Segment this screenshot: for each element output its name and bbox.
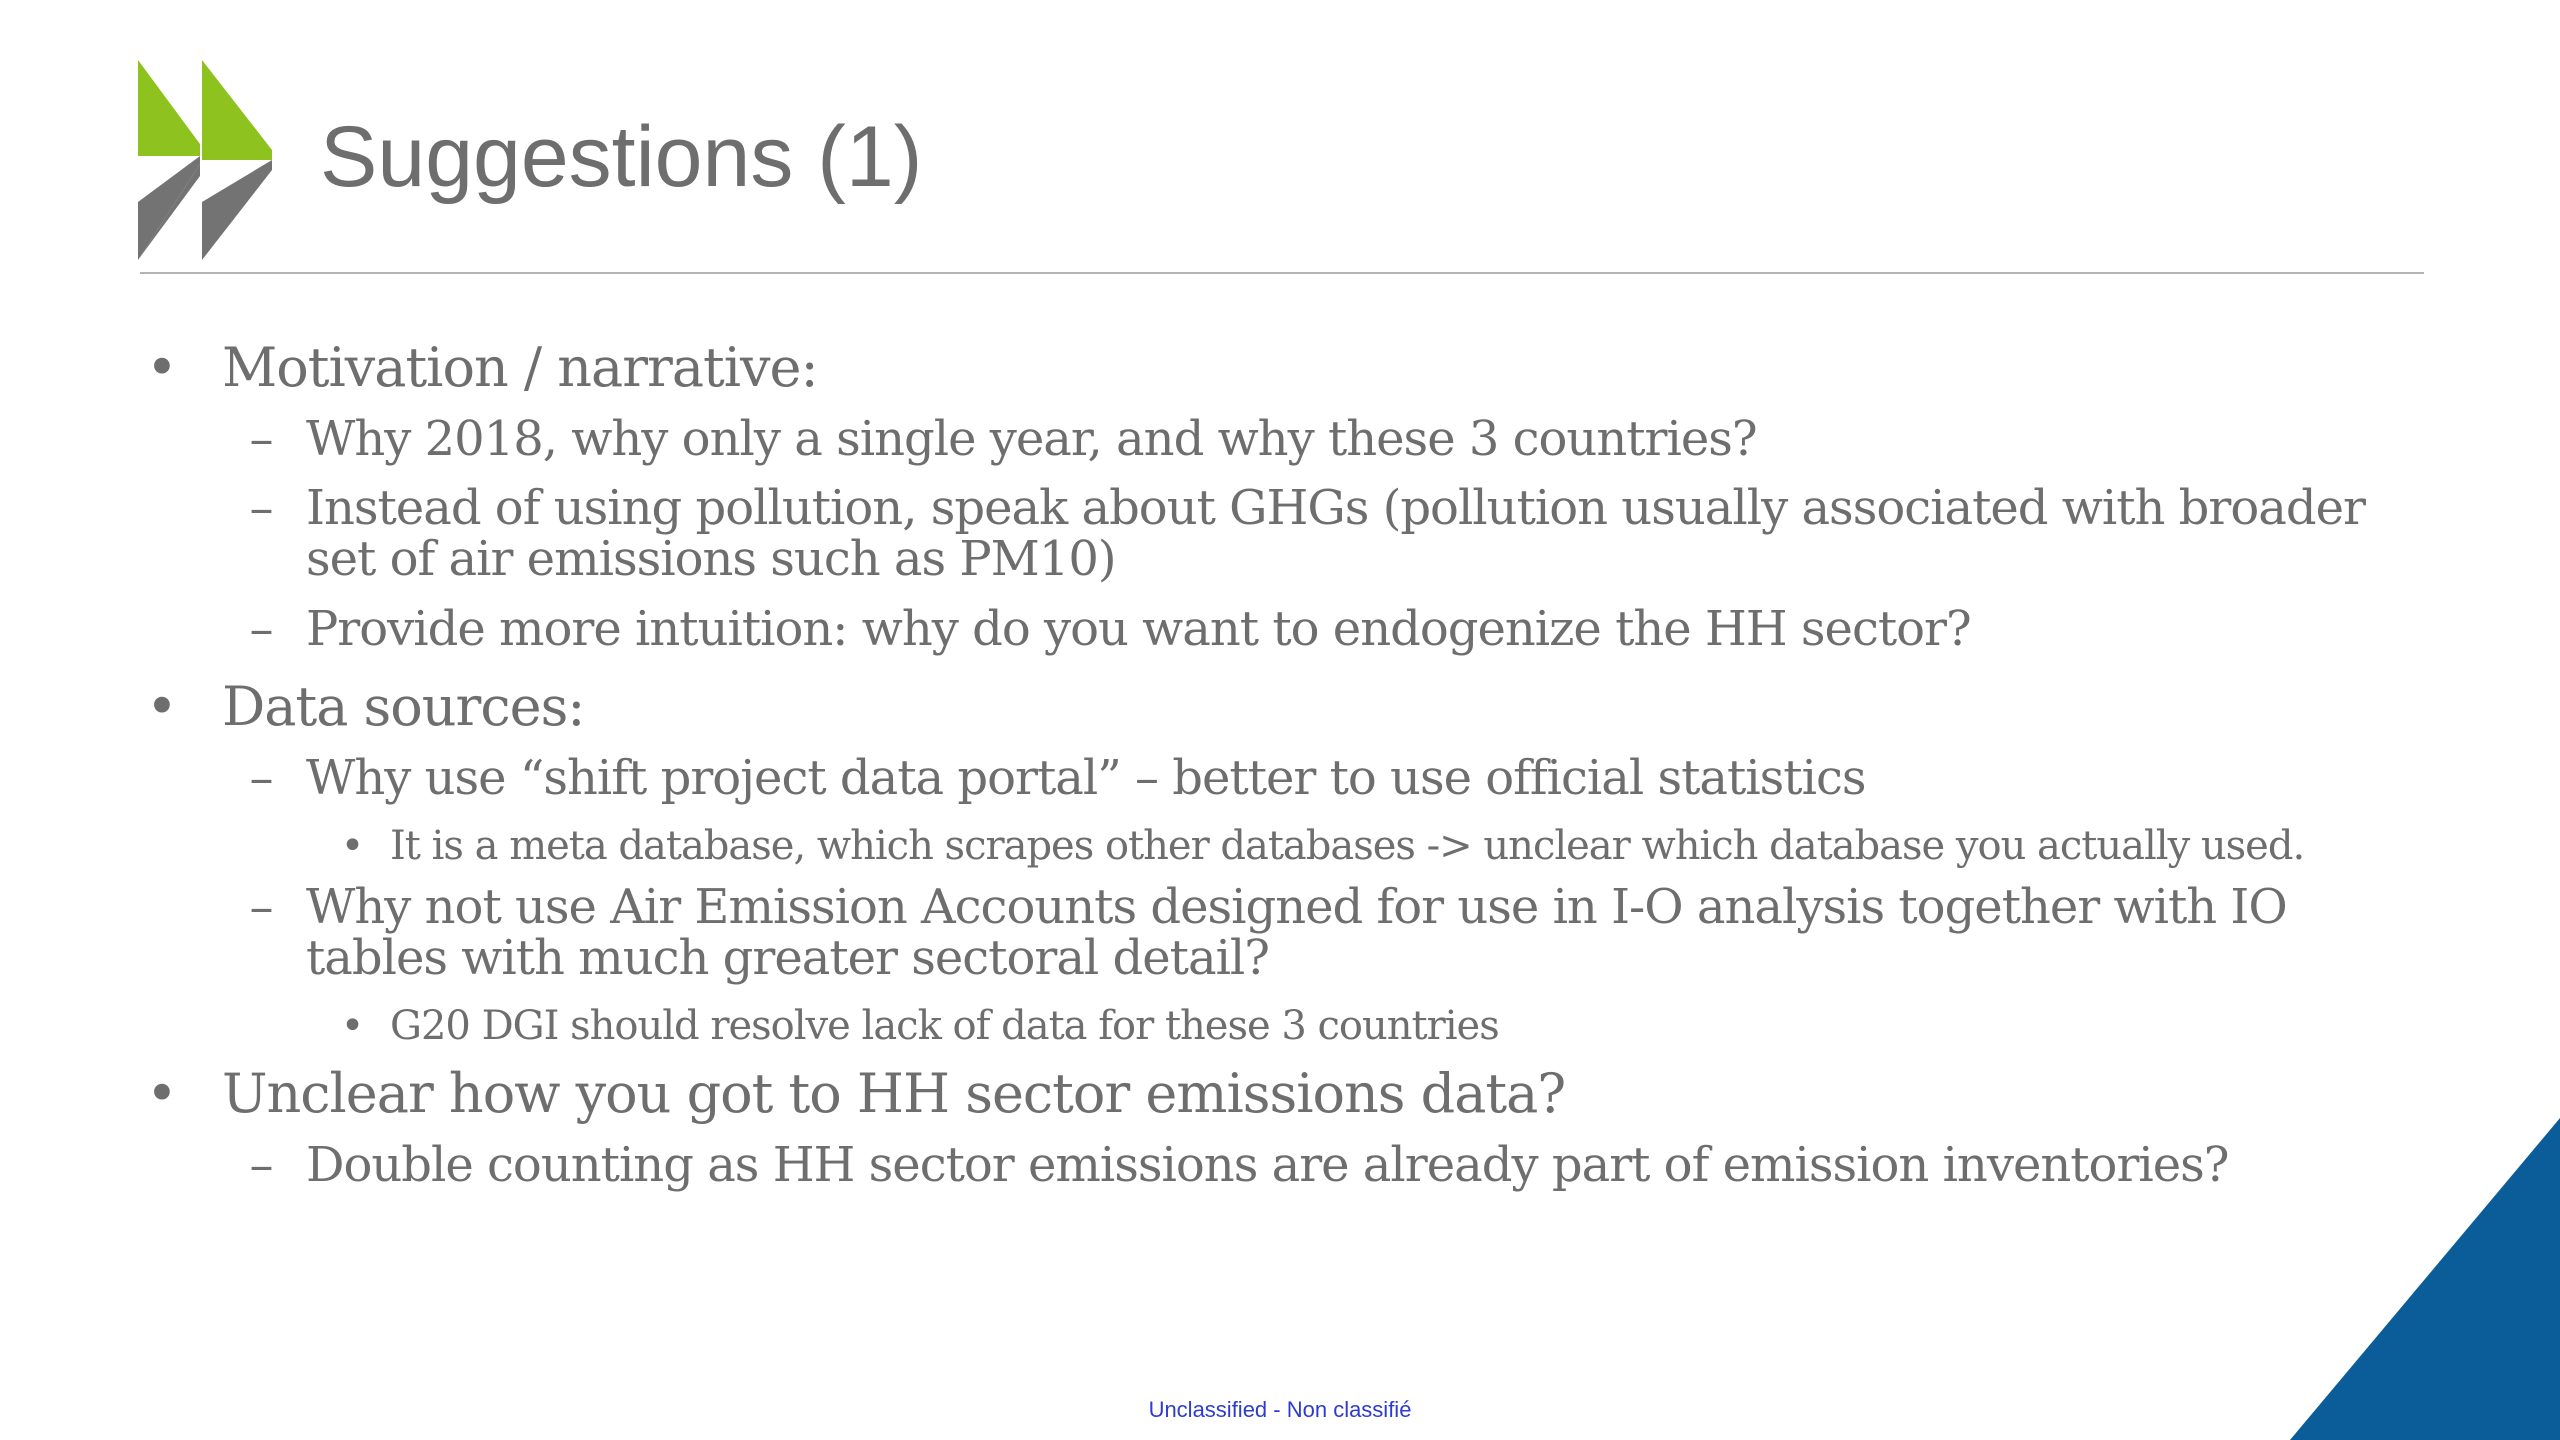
bullet-text: Data sources: [222,675,585,738]
bullet-marker: • [146,675,177,738]
sub-bullet-ghgs [249,480,2365,587]
sub-bullet-marker: – [249,411,273,467]
sub-bullet-intuition [249,601,1971,657]
sub-sub-bullet-marker: • [340,823,364,869]
sub-bullet-marker: – [249,480,273,536]
bullet-text: Motivation / narrative: [222,336,818,399]
sub-bullet-line-2: set of air emissions such as PM10) [306,531,1116,587]
sub-bullet-why-2018 [249,411,1757,467]
bullet-marker: • [146,1062,177,1125]
sub-bullet-marker: – [249,750,273,806]
sub-sub-bullet-meta-database [340,823,2305,869]
slide-title: Suggestions (1) [320,109,923,205]
sub-bullet-double-counting [249,1137,2229,1193]
corner-triangle-decoration [2290,1118,2560,1440]
sub-bullet-shift-project [249,750,1866,806]
sub-bullet-line-1: Why not use Air Emission Accounts designed for use in I-O analysis together with IO [306,879,2287,935]
sub-bullet-text: Provide more intuition: why do you want to endogenize the HH sector? [306,601,1971,657]
sub-bullet-marker: – [249,1137,273,1193]
sub-sub-bullet-text: It is a meta database, which scrapes other databases -> unclear which database you actually used. [390,823,2305,869]
sub-bullet-air-emission-accounts [249,879,2287,986]
sub-bullet-line-2: tables with much greater sectoral detail? [306,930,1270,986]
bullet-hh-sector-emissions [146,1062,1566,1125]
sub-sub-bullet-text: G20 DGI should resolve lack of data for these 3 countries [390,1003,1499,1049]
sub-bullet-marker: – [249,879,273,935]
sub-bullet-text: Why use “shift project data portal” – better to use official statistics [306,750,1866,806]
sub-sub-bullet-g20-dgi [340,1003,1499,1049]
bullet-marker: • [146,336,177,399]
sub-bullet-line-1: Instead of using pollution, speak about GHGs (pollution usually associated with broader [306,480,2365,536]
sub-bullet-marker: – [249,601,273,657]
sub-bullet-text: Double counting as HH sector emissions are already part of emission inventories? [306,1137,2229,1193]
sub-sub-bullet-marker: • [340,1003,364,1049]
classification-footer: Unclassified - Non classifié [1148,1397,1412,1422]
bullet-data-sources [146,675,585,738]
bullet-text: Unclear how you got to HH sector emissions data? [222,1062,1566,1125]
sub-bullet-text: Why 2018, why only a single year, and why these 3 countries? [306,411,1757,467]
bullet-motivation [146,336,818,399]
